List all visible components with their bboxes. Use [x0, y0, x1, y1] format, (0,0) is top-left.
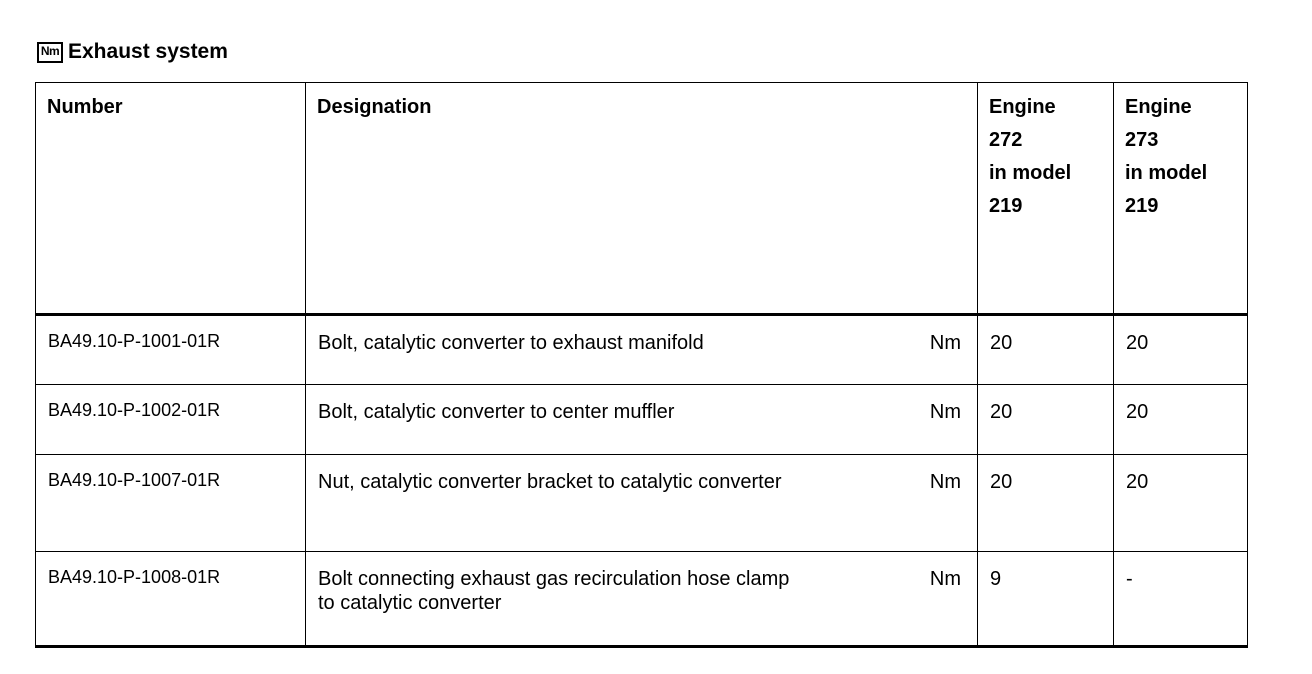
row-designation-cell — [306, 455, 978, 552]
row-number: BA49.10-P-1001-01R — [36, 315, 306, 385]
row-engine-272-value: 9 — [978, 552, 1114, 647]
row-designation-cell — [306, 385, 978, 455]
row-designation: Bolt, catalytic converter to center muffler — [318, 401, 675, 423]
torque-table — [35, 82, 1248, 648]
table-row — [36, 385, 1248, 455]
row-number: BA49.10-P-1008-01R — [36, 552, 306, 647]
torque-nm-icon: Nm — [37, 42, 63, 63]
section-title: Exhaust system — [68, 40, 228, 63]
table-row — [36, 455, 1248, 552]
table-header-row — [36, 83, 1248, 315]
row-engine-273-value: 20 — [1114, 385, 1248, 455]
header-engine-272 — [978, 83, 1114, 315]
header-number: Number — [36, 83, 306, 315]
row-designation: Bolt connecting exhaust gas recirculation hose clamp to catalytic converter — [318, 568, 790, 614]
row-engine-272-value: 20 — [978, 385, 1114, 455]
row-designation: Nut, catalytic converter bracket to catalytic converter — [318, 471, 782, 493]
table-row — [36, 315, 1248, 385]
row-engine-272-value: 20 — [978, 455, 1114, 552]
row-engine-272-value: 20 — [978, 315, 1114, 385]
row-unit: Nm — [929, 332, 961, 354]
row-engine-273-value: 20 — [1114, 315, 1248, 385]
row-number: BA49.10-P-1007-01R — [36, 455, 306, 552]
row-unit: Nm — [929, 568, 961, 590]
section-heading — [37, 36, 228, 64]
row-designation-cell — [306, 315, 978, 385]
row-number: BA49.10-P-1002-01R — [36, 385, 306, 455]
header-engine-273-line: Engine — [1125, 96, 1192, 118]
header-engine-272-line: 219 — [989, 195, 1023, 217]
row-designation-cell — [306, 552, 978, 647]
header-engine-273-line: 219 — [1125, 195, 1159, 217]
header-engine-272-line: in model — [989, 162, 1072, 184]
table-row — [36, 552, 1248, 647]
header-engine-273-line: 273 — [1125, 129, 1159, 151]
row-unit: Nm — [929, 401, 961, 423]
header-engine-272-line: Engine — [989, 96, 1056, 118]
header-designation: Designation — [306, 83, 978, 315]
row-designation: Bolt, catalytic converter to exhaust manifold — [318, 332, 704, 354]
row-unit: Nm — [929, 471, 961, 493]
header-engine-273-line: in model — [1125, 162, 1208, 184]
header-engine-273 — [1114, 83, 1248, 315]
row-engine-273-value: 20 — [1114, 455, 1248, 552]
header-engine-272-line: 272 — [989, 129, 1023, 151]
row-engine-273-value: - — [1114, 552, 1248, 647]
